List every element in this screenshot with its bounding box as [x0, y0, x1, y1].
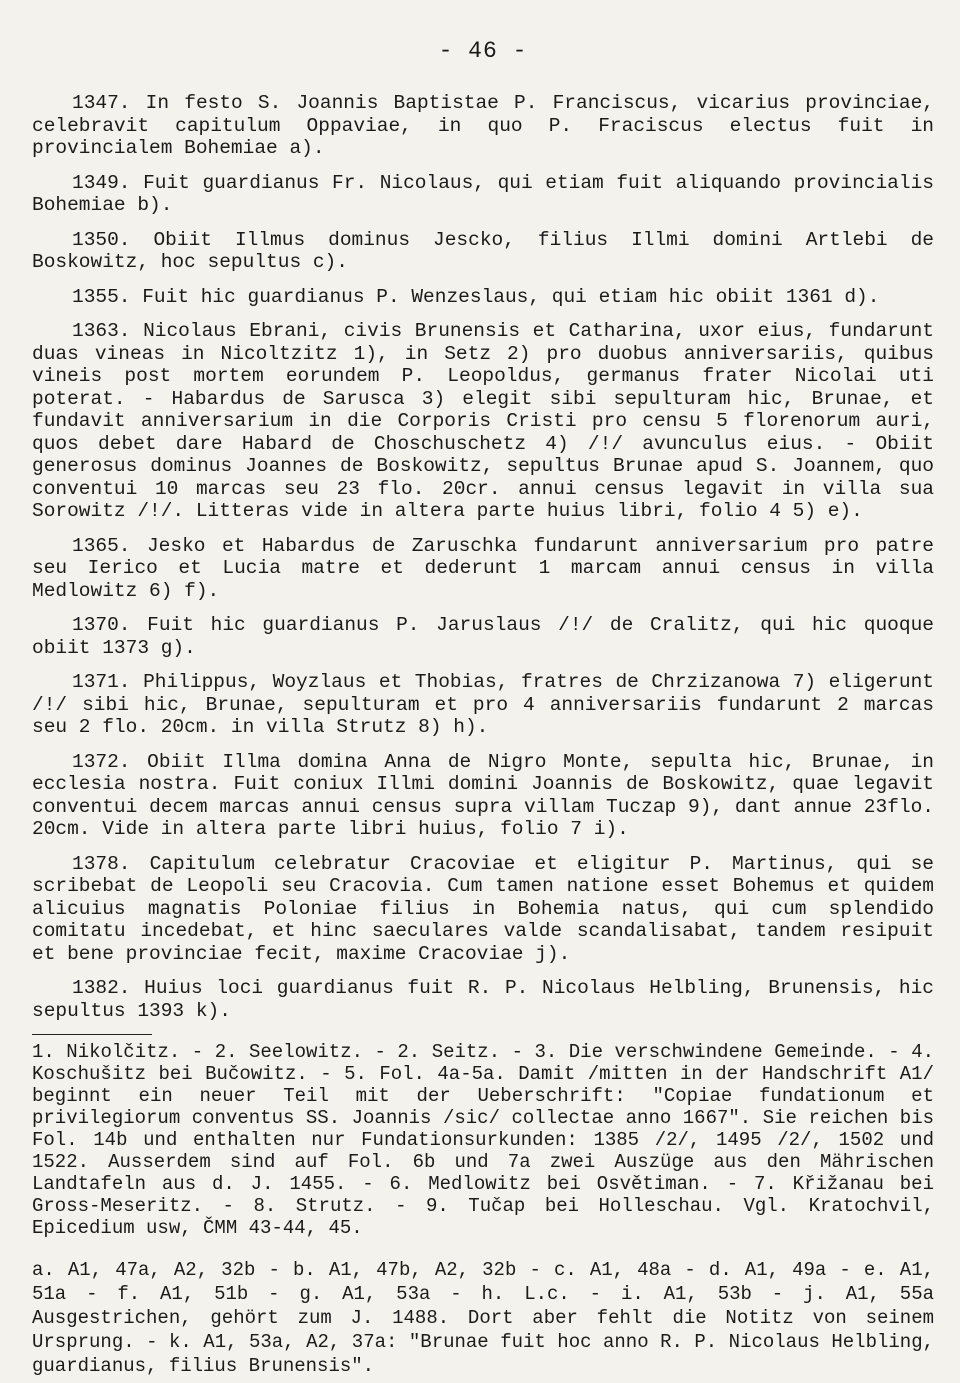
chronicle-entries: [32, 92, 934, 1022]
entry-1382: 1382. Huius loci guardianus fuit R. P. Nicolaus Helbling, Brunensis, hic sepultus 1393 k).: [32, 977, 934, 1022]
entry-1370: 1370. Fuit hic guardianus P. Jaruslaus /!/ de Cralitz, qui hic quoque obiit 1373 g).: [32, 614, 934, 659]
entry-1350: 1350. Obiit Illmus dominus Jescko, filius Illmi domini Artlebi de Boskowitz, hoc sepultus c).: [32, 228, 934, 273]
entry-1372: 1372. Obiit Illma domina Anna de Nigro Monte, sepulta hic, Brunae, in ecclesia nostra. Fuit coniux Illmi domini Joannis de Boskowitz, quae legavit conventui decem marcas annui census supra villam Tuczap 9), dant annue 23flo. 20cm. Vide in altera parte libri huius, folio 7 i).: [32, 750, 934, 840]
footnotes-numbered: 1. Nikolčitz. - 2. Seelowitz. - 2. Seitz. - 3. Die verschwindene Gemeinde. - 4. Koschušitz bei Bučowitz. - 5. Fol. 4a-5a. Damit /mitten in der Handschrift A1/ beginnt ein neuer Teil mit der Ueberschrift: "Copiae fundationum et privilegiorum conventus SS. Joannis /sic/ collectae anno 1667". Sie reichen bis Fol. 14b und enthalten nur Fundationsurkunden: 1385 /2/, 1495 /2/, 1502 und 1522. Ausserdem sind auf Fol. 6b und 7a zwei Auszüge aus den Mährischen Landtafeln aus d. J. 1455. - 6. Medlowitz bei Osvětiman. - 7. Křižanau bei Gross-Meseritz. - 8. Strutz. - 9. Tučap bei Holleschau. Vgl. Kratochvil, Epicedium usw, ČMM 43-44, 45.: [32, 1041, 934, 1239]
footnote-divider: [32, 1034, 152, 1035]
entry-1355: 1355. Fuit hic guardianus P. Wenzeslaus, qui etiam hic obiit 1361 d).: [72, 285, 880, 308]
entry-1371: 1371. Philippus, Woyzlaus et Thobias, fratres de Chrzizanowa 7) eligerunt /!/ sibi hic, Brunae, sepulturam et pro 4 anniversariis fundarunt 2 marcas seu 2 flo. 20cm. in villa Strutz 8) h).: [32, 671, 934, 738]
entry-1363: 1363. Nicolaus Ebrani, civis Brunensis et Catharina, uxor eius, fundarunt duas vineas in Nicoltzitz 1), in Setz 2) pro duobus anniversariis, quibus vineis post mortem eorundem P. Leopoldus, germanus frater Nicolai uti poterat. - Habardus de Sarusca 3) elegit sibi sepulturam hic, Brunae, et fundavit anniversarium in die Corporis Cristi pro censu 5 florenorum auri, quos debet dare Habard de Choschuschetz 4) /!/ avunculus eius. - Obiit generosus dominus Joannes de Boskowitz, sepultus Brunae apud S. Joannem, quo conventui 10 marcas seu 23 flo. 20cr. annui census legavit in villa sua Sorowitz /!/. Litteras vide in altera parte huius libri, folio 4 5) e).: [32, 320, 934, 522]
entry-1365: 1365. Jesko et Habardus de Zaruschka fundarunt anniversarium pro patre seu Ierico et Lucia matre et dederunt 1 marcam annui census in villa Medlowitz 6) f).: [32, 534, 934, 602]
footnotes-lettered: a. A1, 47a, A2, 32b - b. A1, 47b, A2, 32b - c. A1, 48a - d. A1, 49a - e. A1, 51a - f. A1, 51b - g. A1, 53a - h. L.c. - i. A1, 53b - j. A1, 55a Ausgestrichen, gehört zum J. 1488. Dort aber fehlt die Notitz von seinem Ursprung. - k. A1, 53a, A2, 37a: "Brunae fuit hoc anno R. P. Nicolaus Helbling, guardianus, filius Brunensis".: [32, 1259, 934, 1377]
entry-1349: 1349. Fuit guardianus Fr. Nicolaus, qui etiam fuit aliquando provincialis Bohemiae b).: [32, 171, 934, 216]
entry-1347: 1347. In festo S. Joannis Baptistae P. Franciscus, vicarius provinciae, celebravit capitulum Oppaviae, in quo P. Fraciscus electus fuit in provincialem Bohemiae a).: [32, 92, 934, 159]
page-number: - 46 -: [438, 38, 528, 64]
entry-1378: 1378. Capitulum celebratur Cracoviae et eligitur P. Martinus, qui se scribebat de Leopoli seu Cracovia. Cum tamen natione esset Bohemus et quidem alicuius magnatis Poloniae filius in Bohemia natus, qui cum splendido comitatu incedebat, et hinc saeculares valde scandalisabat, tandem resipuit et bene provinciae fecit, maxime Cracoviae j).: [32, 852, 934, 965]
